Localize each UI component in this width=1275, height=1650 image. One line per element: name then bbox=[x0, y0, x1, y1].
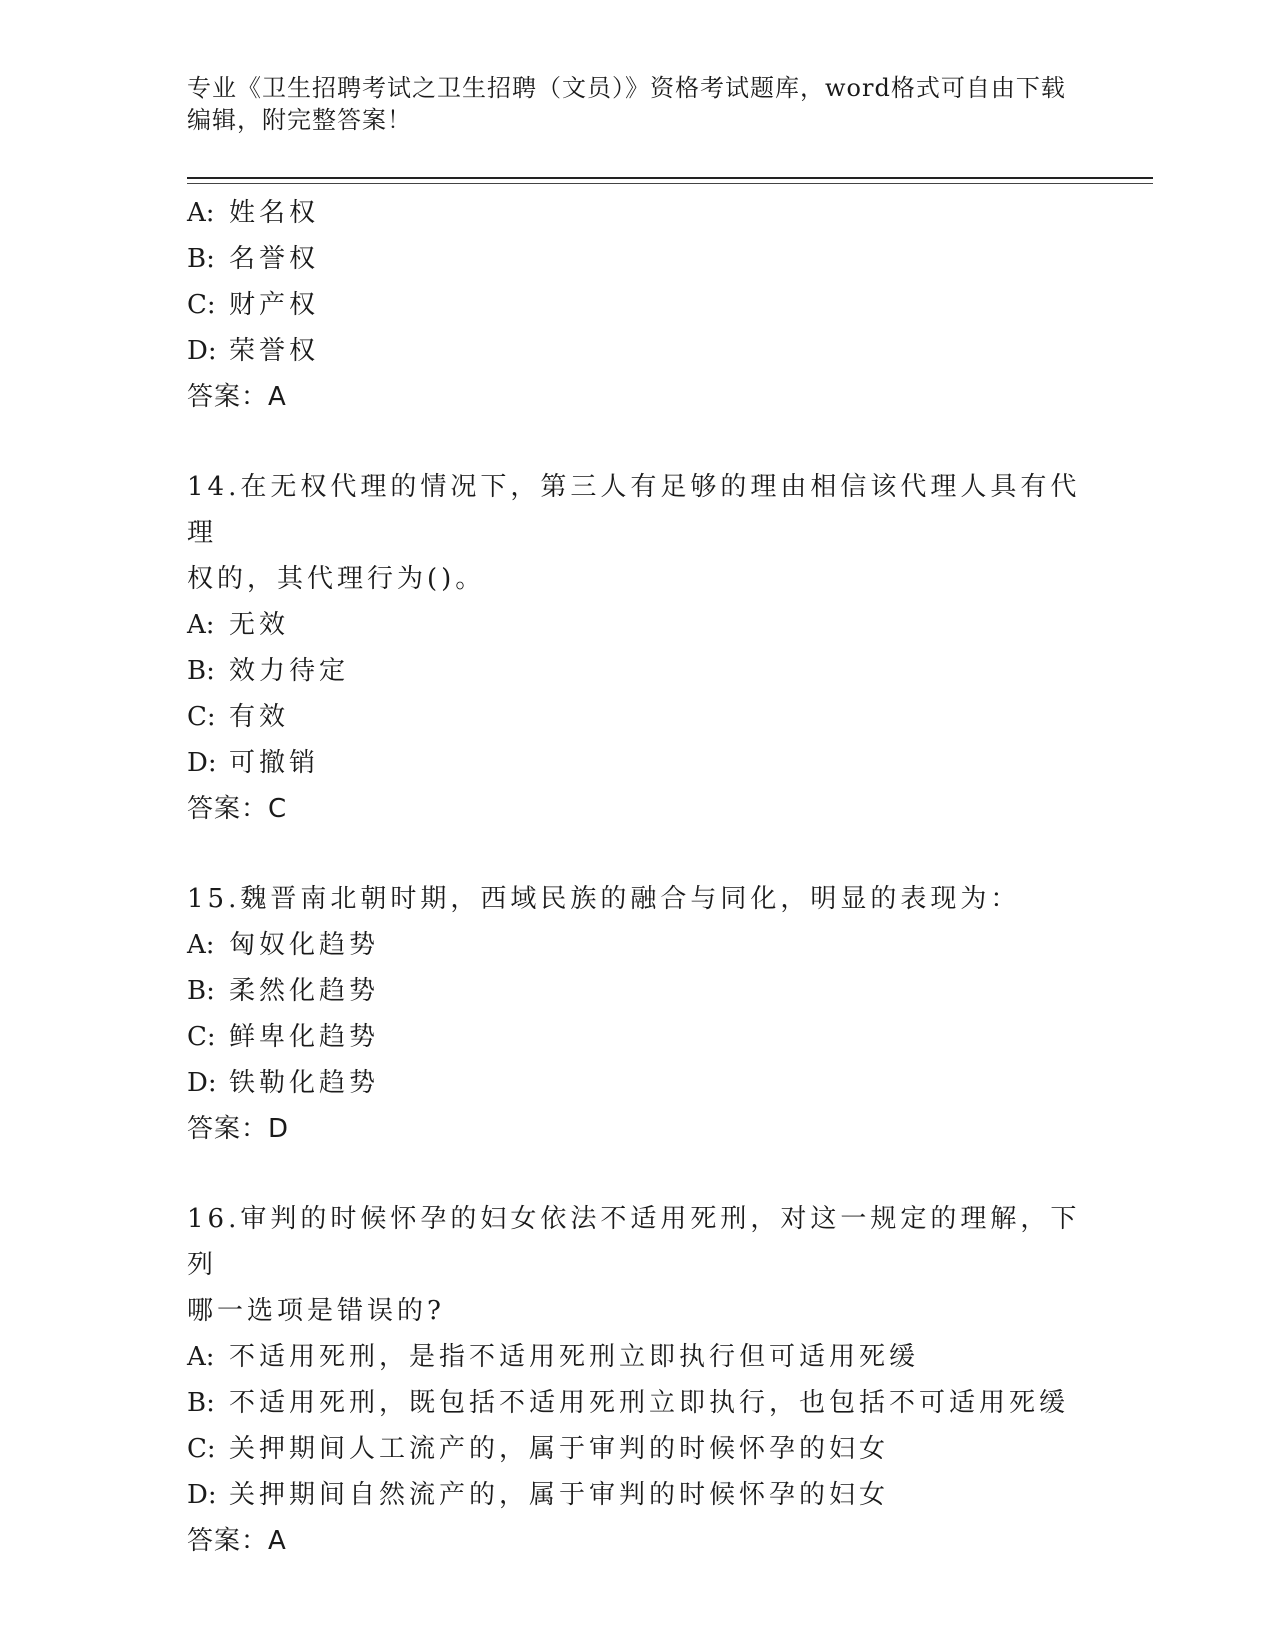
option-text: 铁勒化趋势 bbox=[229, 1068, 380, 1098]
option-text: 荣誉权 bbox=[229, 336, 320, 366]
option-text: 关押期间自然流产的，属于审判的时候怀孕的妇女 bbox=[229, 1480, 890, 1510]
option-text: 效力待定 bbox=[229, 656, 350, 686]
option-text: 不适用死刑，是指不适用死刑立即执行但可适用死缓 bbox=[229, 1342, 920, 1372]
document-header bbox=[187, 72, 1087, 136]
option-text: 可撤销 bbox=[229, 748, 320, 778]
option-d bbox=[187, 328, 1107, 374]
option-text: 柔然化趋势 bbox=[229, 976, 380, 1006]
option-text: 无效 bbox=[229, 610, 290, 640]
question-14 bbox=[187, 464, 1107, 832]
question-text-line-1: 14.在无权代理的情况下，第三人有足够的理由相信该代理人具有代理 bbox=[187, 472, 1081, 548]
option-d bbox=[187, 1060, 1107, 1106]
option-d bbox=[187, 740, 1107, 786]
header-divider-thin bbox=[187, 183, 1153, 184]
answer-line: 答案：A bbox=[187, 382, 287, 412]
header-line-1: 专业《卫生招聘考试之卫生招聘（文员）》资格考试题库，word格式可自由下载 bbox=[187, 74, 1066, 102]
option-letter: A: bbox=[187, 198, 215, 228]
option-text: 关押期间人工流产的，属于审判的时候怀孕的妇女 bbox=[229, 1434, 890, 1464]
question-text-line-1: 15.魏晋南北朝时期，西域民族的融合与同化，明显的表现为： bbox=[187, 884, 1021, 914]
option-text: 匈奴化趋势 bbox=[229, 930, 380, 960]
answer-line: 答案：C bbox=[187, 794, 288, 824]
option-letter: B: bbox=[187, 1388, 215, 1418]
option-text: 不适用死刑，既包括不适用死刑立即执行，也包括不可适用死缓 bbox=[229, 1388, 1070, 1418]
option-text: 鲜卑化趋势 bbox=[229, 1022, 380, 1052]
option-text: 姓名权 bbox=[229, 198, 320, 228]
header-line-2: 编辑，附完整答案！ bbox=[187, 106, 412, 134]
question-text-line-1: 16.审判的时候怀孕的妇女依法不适用死刑，对这一规定的理解，下列 bbox=[187, 1204, 1081, 1280]
question-list bbox=[187, 190, 1107, 1608]
option-text: 有效 bbox=[229, 702, 290, 732]
option-letter: C: bbox=[187, 1022, 216, 1052]
option-a bbox=[187, 1334, 1107, 1380]
option-text: 名誉权 bbox=[229, 244, 320, 274]
question-15 bbox=[187, 876, 1107, 1152]
option-letter: D: bbox=[187, 1068, 217, 1098]
option-b bbox=[187, 1380, 1107, 1426]
option-d bbox=[187, 1472, 1107, 1518]
option-text: 财产权 bbox=[229, 290, 320, 320]
option-letter: A: bbox=[187, 610, 215, 640]
option-letter: D: bbox=[187, 336, 217, 366]
question-16 bbox=[187, 1196, 1107, 1564]
option-letter: D: bbox=[187, 1480, 217, 1510]
question-13 bbox=[187, 190, 1107, 420]
question-text-line-2: 权的，其代理行为()。 bbox=[187, 564, 486, 594]
option-b bbox=[187, 236, 1107, 282]
answer-line: 答案：A bbox=[187, 1526, 287, 1556]
option-letter: D: bbox=[187, 748, 217, 778]
option-letter: C: bbox=[187, 290, 216, 320]
option-letter: B: bbox=[187, 656, 215, 686]
option-letter: A: bbox=[187, 930, 215, 960]
option-b bbox=[187, 648, 1107, 694]
option-a bbox=[187, 190, 1107, 236]
header-divider-thick bbox=[187, 177, 1153, 179]
option-c bbox=[187, 1014, 1107, 1060]
option-letter: B: bbox=[187, 976, 215, 1006]
option-letter: C: bbox=[187, 1434, 216, 1464]
question-text-line-2: 哪一选项是错误的? bbox=[187, 1296, 445, 1326]
option-a bbox=[187, 922, 1107, 968]
option-c bbox=[187, 282, 1107, 328]
answer-line: 答案：D bbox=[187, 1114, 290, 1144]
option-c bbox=[187, 694, 1107, 740]
option-letter: A: bbox=[187, 1342, 215, 1372]
option-c bbox=[187, 1426, 1107, 1472]
option-a bbox=[187, 602, 1107, 648]
option-letter: B: bbox=[187, 244, 215, 274]
option-b bbox=[187, 968, 1107, 1014]
option-letter: C: bbox=[187, 702, 216, 732]
